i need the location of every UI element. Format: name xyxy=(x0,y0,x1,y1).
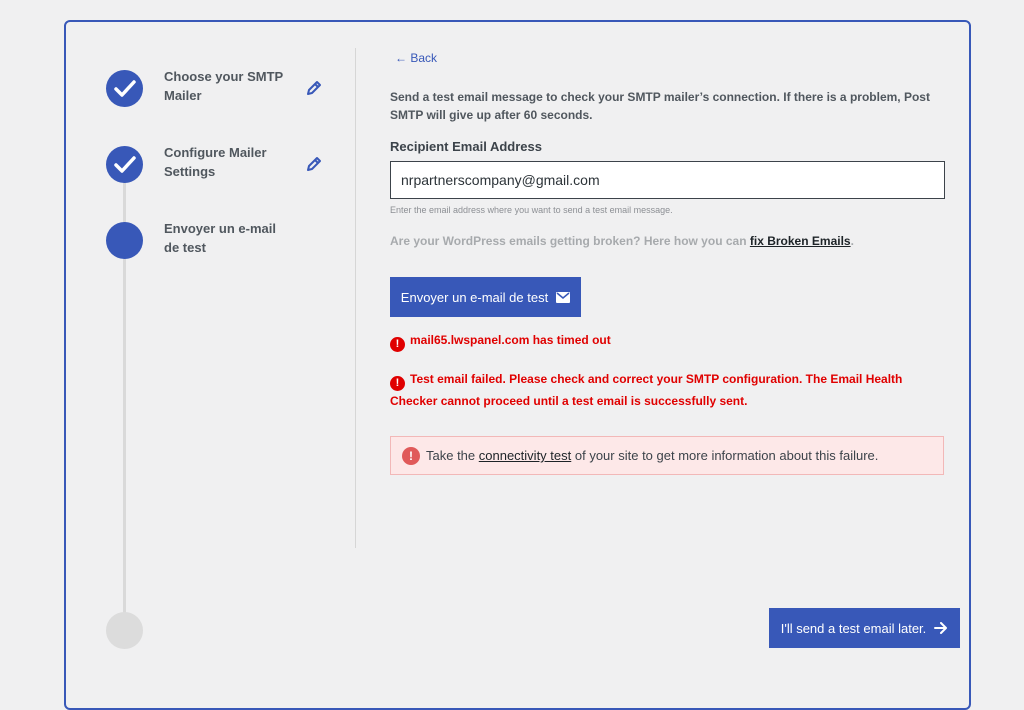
column-divider xyxy=(355,48,356,548)
fix-broken-emails-link[interactable]: fix Broken Emails xyxy=(749,234,851,248)
step-complete-check-icon xyxy=(106,70,143,107)
connectivity-notice xyxy=(390,436,944,475)
step-end-indicator xyxy=(106,612,143,649)
error-exclamation-icon: ! xyxy=(390,376,405,391)
back-link[interactable]: ← Back xyxy=(395,51,438,65)
step-label: Choose your SMTP Mailer xyxy=(164,69,283,103)
arrow-right-icon xyxy=(934,622,948,634)
error-test-failed xyxy=(390,369,946,412)
send-later-button[interactable] xyxy=(769,608,960,648)
step-complete-check-icon xyxy=(106,146,143,183)
send-later-label: I'll send a test email later. xyxy=(780,620,927,636)
connectivity-test-link[interactable]: connectivity test xyxy=(478,448,572,463)
step-label: Configure Mailer Settings xyxy=(164,145,267,179)
notice-prefix: Take the xyxy=(426,448,479,463)
step-label: Envoyer un e-mail de test xyxy=(164,221,276,255)
recipient-label: Recipient Email Address xyxy=(390,139,542,154)
envelope-icon xyxy=(556,292,570,303)
error-exclamation-icon: ! xyxy=(390,337,405,352)
error-test-failed-text: Test email failed. Please check and correct your SMTP configuration. The Email Health Checker cannot proceed until a test email is successfully sent. xyxy=(390,372,903,408)
pencil-icon[interactable] xyxy=(304,78,324,98)
error-timeout xyxy=(390,330,611,352)
notice-suffix: of your site to get more information about this failure. xyxy=(571,448,879,463)
notice-text xyxy=(426,448,878,463)
send-button-label: Envoyer un e-mail de test xyxy=(400,289,549,305)
broken-emails-text xyxy=(390,234,854,248)
step-current-indicator xyxy=(106,222,143,259)
error-timeout-text: mail65.lwspanel.com has timed out xyxy=(410,333,611,347)
send-test-email-button[interactable] xyxy=(390,277,581,317)
intro-text: Send a test email message to check your SMTP mailer’s connection. If there is a problem, Post SMTP will give up after 60 seconds. xyxy=(390,90,930,122)
recipient-help-text: Enter the email address where you want to send a test email message. xyxy=(390,205,673,215)
recipient-email-input[interactable] xyxy=(390,161,945,199)
pencil-icon[interactable] xyxy=(304,154,324,174)
broken-emails-prefix: Are your WordPress emails getting broken? Here how you can xyxy=(390,234,750,248)
broken-emails-suffix: . xyxy=(850,234,854,248)
alert-icon: ! xyxy=(402,447,420,465)
